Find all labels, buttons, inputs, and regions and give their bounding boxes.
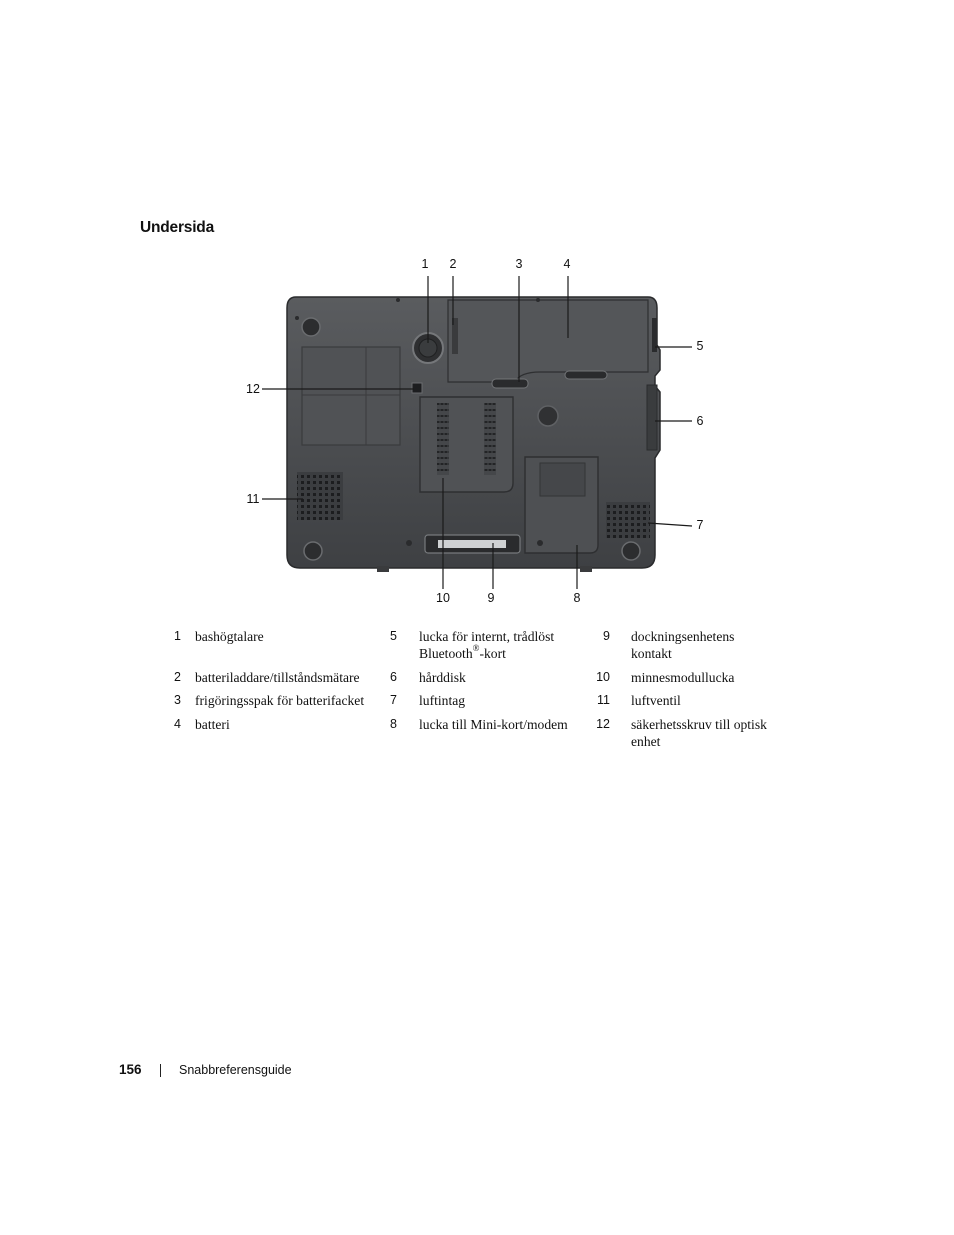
legend-text: frigöringsspak för batterifacket	[195, 693, 365, 708]
callout-6: 6	[696, 414, 704, 428]
legend-number: 6	[390, 670, 397, 684]
legend-text: bashögtalare	[195, 629, 264, 644]
legend-text: luftintag	[419, 693, 466, 708]
legend-text-line1: lucka för internt, trådlöst	[419, 629, 555, 644]
callout-11: 11	[246, 492, 260, 506]
callout-1: 1	[421, 257, 429, 271]
legend-text: luftventil	[631, 693, 681, 708]
legend-number: 5	[390, 629, 397, 643]
callout-8: 8	[573, 591, 581, 605]
legend-number: 3	[174, 693, 181, 707]
legend-number: 7	[390, 693, 397, 707]
legend-text: batteri	[195, 717, 230, 732]
legend-text	[419, 628, 599, 662]
legend-number: 12	[596, 717, 610, 731]
callout-2: 2	[449, 257, 457, 271]
callout-7: 7	[696, 518, 704, 532]
callout-4: 4	[563, 257, 571, 271]
legend-text-line2: Bluetooth®-kort	[419, 643, 506, 661]
legend-number: 9	[603, 629, 610, 643]
legend-number: 2	[174, 670, 181, 684]
legend-text: hårddisk	[419, 670, 466, 685]
legend-text: lucka till Mini-kort/modem	[419, 717, 568, 732]
legend-text: dockningsenhetens kontakt	[631, 629, 735, 661]
page-number: 156	[119, 1062, 142, 1077]
legend-text: minnesmodullucka	[631, 670, 735, 685]
legend-number: 8	[390, 717, 397, 731]
callout-12: 12	[246, 382, 260, 396]
callout-9: 9	[487, 591, 495, 605]
callout-5: 5	[696, 339, 704, 353]
footer-title: Snabbreferensguide	[179, 1063, 292, 1077]
legend-number: 4	[174, 717, 181, 731]
section-heading: Undersida	[140, 219, 214, 236]
callout-3: 3	[515, 257, 523, 271]
legend-text: säkerhetsskruv till optisk enhet	[631, 717, 767, 749]
legend-number: 11	[597, 693, 610, 707]
footer-divider	[160, 1064, 161, 1077]
legend-number: 1	[174, 629, 181, 643]
legend-text: batteriladdare/tillståndsmätare	[195, 670, 360, 685]
legend-number: 10	[596, 670, 610, 684]
callout-10: 10	[436, 591, 450, 605]
